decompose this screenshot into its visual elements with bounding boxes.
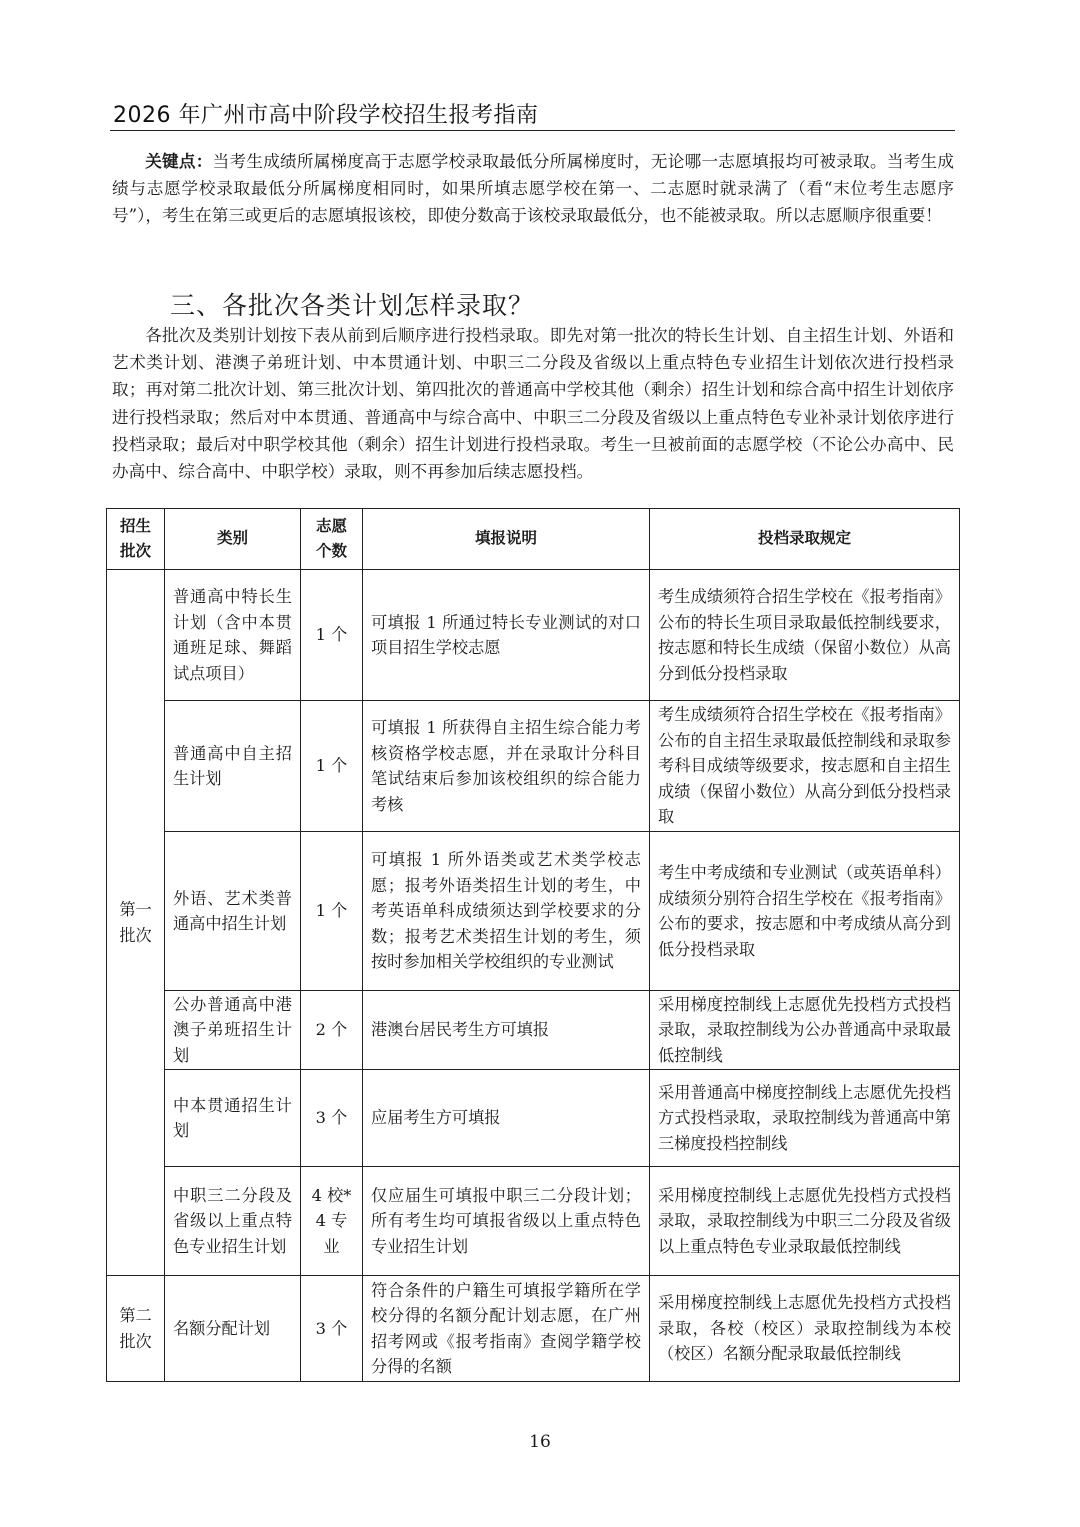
note-cell: 应届考生方可填报 <box>363 1070 650 1167</box>
table-row <box>107 1070 960 1167</box>
category-cell: 外语、艺术类普通高中招生计划 <box>165 832 301 991</box>
note-cell: 仅应届生可填报中职三二分段计划；所有考生均可填报省级以上重点特色专业招生计划 <box>363 1167 650 1276</box>
rule-cell: 考生中考成绩和专业测试（或英语单科）成绩须分别符合招生学校在《报考指南》公布的要求，按志愿和中考成绩从高分到低分投档录取 <box>650 832 960 991</box>
category-cell: 名额分配计划 <box>165 1276 301 1382</box>
section-heading: 三、各批次各类计划怎样录取？ <box>170 291 535 320</box>
category-cell: 中职三二分段及省级以上重点特色专业招生计划 <box>165 1167 301 1276</box>
note-cell: 符合条件的户籍生可填报学籍所在学校分得的名额分配计划志愿，在广州招考网或《报考指南》查阅学籍学校分得的名额 <box>363 1276 650 1382</box>
key-point-text: 当考生成绩所属梯度高于志愿学校录取最低分所属梯度时，无论哪一志愿填报均可被录取。当考生成绩与志愿学校录取最低分所属梯度相同时，如果所填志愿学校在第一、二志愿时就录满了（看“末位考生志愿序号”），考生在第三或更后的志愿填报该校，即使分数高于该校录取最低分，也不能被录取。所以志愿顺序很重要！ <box>112 152 955 226</box>
count-cell: 1 个 <box>301 701 363 832</box>
admission-rules-table <box>106 508 960 1382</box>
key-point-paragraph <box>112 148 954 230</box>
header-category: 类别 <box>165 509 301 570</box>
table-row <box>107 832 960 991</box>
count-cell: 3 个 <box>301 1276 363 1382</box>
header-divider <box>110 130 955 131</box>
count-cell: 1 个 <box>301 570 363 701</box>
table-row <box>107 570 960 701</box>
table-header-row <box>107 509 960 570</box>
table-row <box>107 1276 960 1382</box>
count-cell: 1 个 <box>301 832 363 991</box>
header-count: 志愿个数 <box>301 509 363 570</box>
header-note: 填报说明 <box>363 509 650 570</box>
table-row <box>107 1167 960 1276</box>
page-number: 16 <box>529 1432 551 1452</box>
category-cell: 普通高中特长生计划（含中本贯通班足球、舞蹈试点项目） <box>165 570 301 701</box>
note-cell: 可填报 1 所通过特长专业测试的对口项目招生学校志愿 <box>363 570 650 701</box>
header-batch: 招生批次 <box>107 509 165 570</box>
batch-cell-second: 第二批次 <box>107 1276 165 1382</box>
section-intro-paragraph: 各批次及类别计划按下表从前到后顺序进行投档录取。即先对第一批次的特长生计划、自主招生计划、外语和艺术类计划、港澳子弟班计划、中本贯通计划、中职三二分段及省级以上重点特色专业招生计划依次进行投档录取；再对第二批次计划、第三批次计划、第四批次的普通高中学校其他（剩余）招生计划和综合高中招生计划依序进行投档录取；然后对中本贯通、普通高中与综合高中、中职三二分段及省级以上重点特色专业补录计划依序进行投档录取；最后对中职学校其他（剩余）招生计划进行投档录取。考生一旦被前面的志愿学校（不论公办高中、民办高中、综合高中、中职学校）录取，则不再参加后续志愿投档。 <box>112 326 954 482</box>
count-cell: 2 个 <box>301 991 363 1070</box>
header-rule: 投档录取规定 <box>650 509 960 570</box>
rule-cell: 考生成绩须符合招生学校在《报考指南》公布的自主招生录取最低控制线和录取参考科目成绩等级要求，按志愿和自主招生成绩（保留小数位）从高分到低分投档录取 <box>650 701 960 832</box>
key-point-label: 关键点： <box>145 151 213 171</box>
rule-cell: 考生成绩须符合招生学校在《报考指南》公布的特长生项目录取最低控制线要求，按志愿和特长生成绩（保留小数位）从高分到低分投档录取 <box>650 570 960 701</box>
table-row <box>107 991 960 1070</box>
rule-cell: 采用梯度控制线上志愿优先投档方式投档录取，录取控制线为中职三二分段及省级以上重点特色专业录取最低控制线 <box>650 1167 960 1276</box>
table-row <box>107 701 960 832</box>
running-header: 2026 年广州市高中阶段学校招生报考指南 <box>113 103 539 128</box>
count-cell: 4 校*4 专业 <box>301 1167 363 1276</box>
category-cell: 公办普通高中港澳子弟班招生计划 <box>165 991 301 1070</box>
category-cell: 普通高中自主招生计划 <box>165 701 301 832</box>
rule-cell: 采用梯度控制线上志愿优先投档方式投档录取，各校（校区）录取控制线为本校（校区）名额分配录取最低控制线 <box>650 1276 960 1382</box>
note-cell: 可填报 1 所获得自主招生综合能力考核资格学校志愿，并在录取计分科目笔试结束后参加该校组织的综合能力考核 <box>363 701 650 832</box>
note-cell: 可填报 1 所外语类或艺术类学校志愿；报考外语类招生计划的考生，中考英语单科成绩须达到学校要求的分数；报考艺术类招生计划的考生，须按时参加相关学校组织的专业测试 <box>363 832 650 991</box>
note-cell: 港澳台居民考生方可填报 <box>363 991 650 1070</box>
category-cell: 中本贯通招生计划 <box>165 1070 301 1167</box>
rule-cell: 采用梯度控制线上志愿优先投档方式投档录取，录取控制线为公办普通高中录取最低控制线 <box>650 991 960 1070</box>
count-cell: 3 个 <box>301 1070 363 1167</box>
batch-cell-first: 第一批次 <box>107 570 165 1276</box>
rule-cell: 采用普通高中梯度控制线上志愿优先投档方式投档录取，录取控制线为普通高中第三梯度投档控制线 <box>650 1070 960 1167</box>
